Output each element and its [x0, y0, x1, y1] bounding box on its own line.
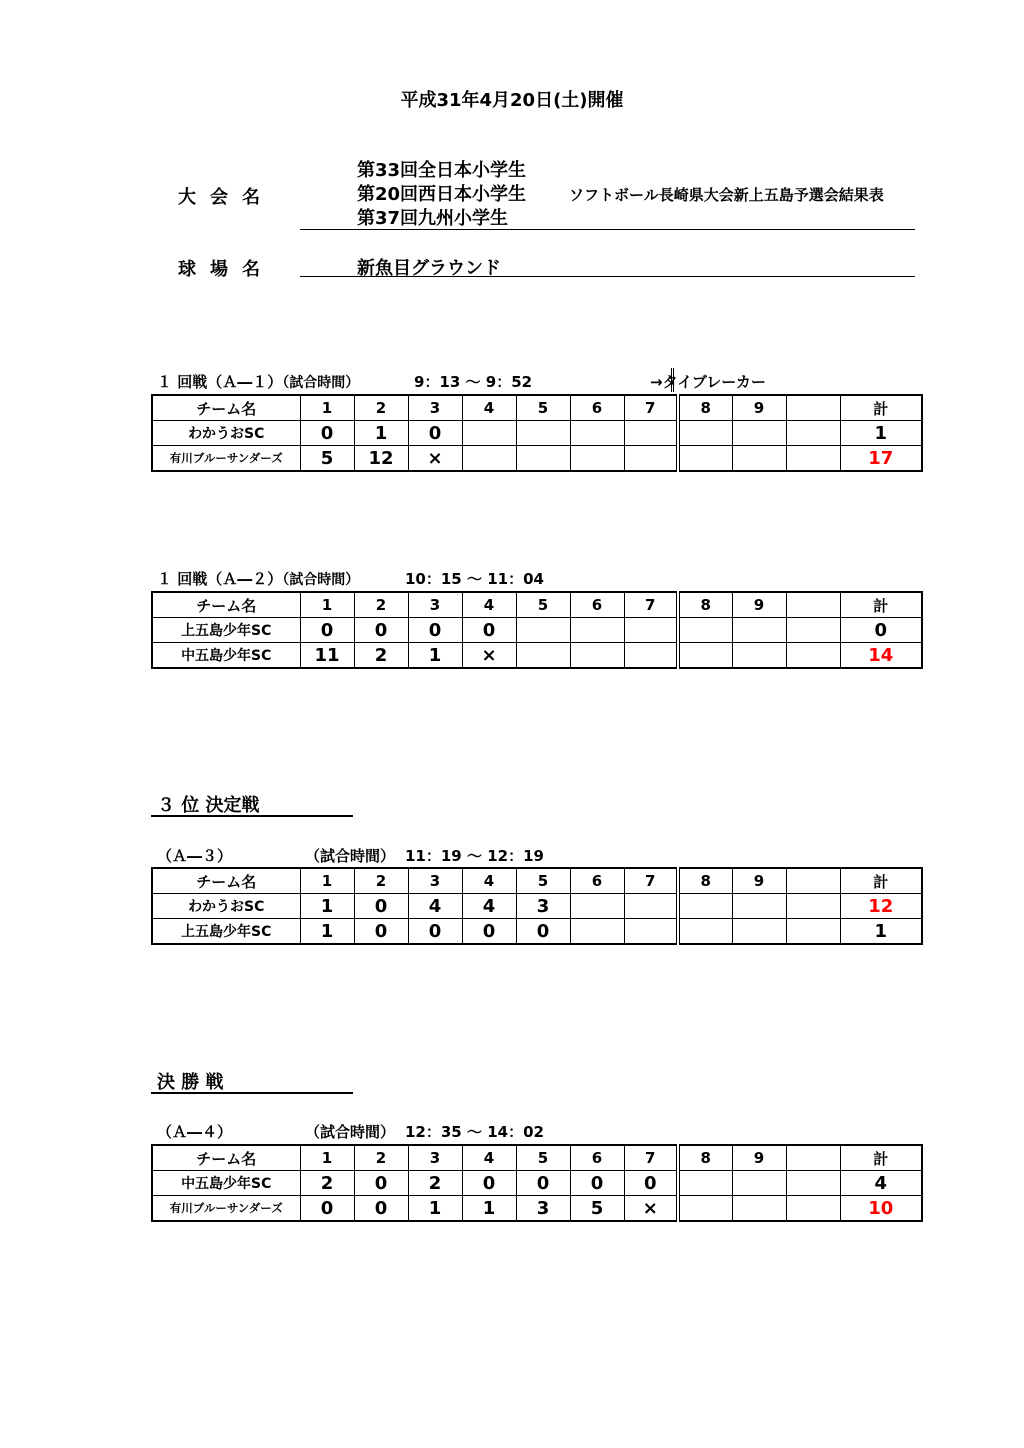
- table-row: [152, 1171, 922, 1196]
- header-total: 計: [840, 592, 922, 618]
- team-total: 4: [840, 1171, 922, 1196]
- inning-score: [570, 618, 624, 643]
- game-1-scoreboard: [151, 394, 923, 472]
- tournament-line-3: 第37回九州小学生: [357, 208, 509, 229]
- header-inning: 4: [462, 395, 516, 421]
- inning-score: [516, 618, 570, 643]
- inning-score: 0: [624, 1171, 678, 1196]
- inning-score: [786, 446, 840, 472]
- game-1-time: 9：13 ～ 9：52: [414, 373, 533, 391]
- game-4-time-label: （試合時間）: [305, 1123, 396, 1141]
- inning-score: 5: [300, 446, 354, 472]
- header-inning: 8: [678, 1145, 732, 1171]
- header-inning: 4: [462, 592, 516, 618]
- header-team: チーム名: [152, 592, 300, 618]
- venue-label: 球場名: [178, 259, 274, 280]
- team-name: わかうおSC: [152, 894, 300, 919]
- table-row: [152, 1196, 922, 1222]
- inning-score: [570, 421, 624, 446]
- table-header-row: [152, 592, 922, 618]
- game-2-time-label: （試合時間）: [282, 572, 360, 588]
- header-inning: 3: [408, 592, 462, 618]
- tournament-line-1: 第33回全日本小学生: [357, 160, 527, 181]
- game-4-time: 12：35 ～ 14：02: [405, 1123, 544, 1141]
- team-name: わかうおSC: [152, 421, 300, 446]
- venue-underline: [300, 276, 915, 277]
- inning-score: 1: [300, 894, 354, 919]
- inning-score: 0: [516, 919, 570, 945]
- header-inning: 9: [732, 1145, 786, 1171]
- game-2-scoreboard: [151, 591, 923, 669]
- inning-score: 3: [516, 1196, 570, 1222]
- header-inning: 6: [570, 592, 624, 618]
- header-inning: 8: [678, 868, 732, 894]
- table-row: [152, 919, 922, 945]
- inning-score: 1: [300, 919, 354, 945]
- inning-score: [786, 618, 840, 643]
- inning-score: [732, 919, 786, 945]
- inning-score: [462, 421, 516, 446]
- header-inning: 7: [624, 1145, 678, 1171]
- game-1-time-label: （試合時間）: [282, 375, 360, 391]
- inning-score: 0: [516, 1171, 570, 1196]
- header-inning: 2: [354, 395, 408, 421]
- header-inning: 7: [624, 395, 678, 421]
- inning-score: [624, 894, 678, 919]
- header-inning: 6: [570, 868, 624, 894]
- team-total: 10: [840, 1196, 922, 1222]
- table-row: [152, 643, 922, 669]
- header-inning: 7: [624, 592, 678, 618]
- game-2-heading: [157, 568, 359, 589]
- inning-score: 4: [462, 894, 516, 919]
- inning-score: [678, 446, 732, 472]
- tournament-subtitle: ソフトボール長崎県大会新上五島予選会結果表: [569, 186, 884, 204]
- header-inning: 9: [732, 592, 786, 618]
- table-row: [152, 894, 922, 919]
- team-total: 17: [840, 446, 922, 472]
- inning-score: [732, 643, 786, 669]
- header-inning: 9: [732, 868, 786, 894]
- header-inning: 3: [408, 868, 462, 894]
- team-name: 有川ブルーサンダーズ: [152, 446, 300, 472]
- tournament-name: [357, 159, 526, 231]
- inning-score: 0: [462, 919, 516, 945]
- team-name: 上五島少年SC: [152, 919, 300, 945]
- inning-score: 4: [408, 894, 462, 919]
- table-header-row: [152, 868, 922, 894]
- inning-score: 2: [354, 643, 408, 669]
- game-1-heading: [157, 371, 359, 392]
- header-inning: 4: [462, 1145, 516, 1171]
- third-place-underline: [151, 815, 353, 817]
- inning-score: 0: [354, 894, 408, 919]
- inning-score: [570, 894, 624, 919]
- final-underline: [151, 1092, 353, 1094]
- inning-score: [786, 421, 840, 446]
- game-1-tiebreak-note: →タイブレーカー: [650, 373, 766, 391]
- event-date: 平成31年4月20日(土)開催: [400, 90, 624, 111]
- game-2-round: １ 回戦（Ａ―２）: [157, 570, 283, 588]
- inning-score: 0: [300, 618, 354, 643]
- header-inning: 8: [678, 592, 732, 618]
- header-inning: 5: [516, 1145, 570, 1171]
- inning-score: 0: [408, 919, 462, 945]
- game-1-round: １ 回戦（Ａ―１）: [157, 373, 283, 391]
- inning-score: [570, 643, 624, 669]
- inning-score: [462, 446, 516, 472]
- tournament-label: 大会名: [178, 187, 274, 208]
- inning-score: 0: [570, 1171, 624, 1196]
- inning-score: [570, 446, 624, 472]
- inning-score: [732, 446, 786, 472]
- inning-score: 0: [354, 919, 408, 945]
- table-row: [152, 618, 922, 643]
- team-name: 有川ブルーサンダーズ: [152, 1196, 300, 1222]
- tournament-line-2: 第20回西日本小学生: [357, 184, 527, 205]
- header-inning: [786, 395, 840, 421]
- team-name: 中五島少年SC: [152, 643, 300, 669]
- table-row: [152, 421, 922, 446]
- header-inning: 1: [300, 868, 354, 894]
- inning-score: 2: [408, 1171, 462, 1196]
- game-3-round: （Ａ―３）: [157, 847, 233, 865]
- header-inning: 2: [354, 1145, 408, 1171]
- inning-score: [570, 919, 624, 945]
- inning-score: 1: [462, 1196, 516, 1222]
- header-inning: [786, 1145, 840, 1171]
- inning-score: 0: [354, 618, 408, 643]
- inning-score: [516, 643, 570, 669]
- inning-score: 0: [462, 1171, 516, 1196]
- inning-score: [624, 421, 678, 446]
- inning-score: [732, 421, 786, 446]
- header-inning: 6: [570, 1145, 624, 1171]
- inning-score: [624, 643, 678, 669]
- header-inning: 2: [354, 592, 408, 618]
- table-header-row: [152, 395, 922, 421]
- final-title: 決 勝 戦: [157, 1072, 224, 1093]
- team-total: 1: [840, 421, 922, 446]
- header-inning: 1: [300, 395, 354, 421]
- third-place-title: ３ 位 決定戦: [157, 795, 260, 816]
- team-total: 0: [840, 618, 922, 643]
- table-header-row: [152, 1145, 922, 1171]
- header-inning: 1: [300, 1145, 354, 1171]
- inning-score: [624, 919, 678, 945]
- header-team: チーム名: [152, 1145, 300, 1171]
- game-2-time: 10：15 ～ 11：04: [405, 570, 544, 588]
- inning-score: [678, 643, 732, 669]
- inning-score: [678, 1196, 732, 1222]
- header-inning: 6: [570, 395, 624, 421]
- inning-score: [786, 919, 840, 945]
- header-inning: 3: [408, 395, 462, 421]
- header-inning: 2: [354, 868, 408, 894]
- inning-score: 0: [408, 618, 462, 643]
- game-3-time-label: （試合時間）: [305, 847, 396, 865]
- header-inning: 3: [408, 1145, 462, 1171]
- inning-score: [516, 446, 570, 472]
- inning-score: 0: [300, 421, 354, 446]
- inning-score: [624, 446, 678, 472]
- header-total: 計: [840, 1145, 922, 1171]
- header-total: 計: [840, 395, 922, 421]
- header-inning: 5: [516, 395, 570, 421]
- game-4-round: （Ａ―４）: [157, 1123, 233, 1141]
- inning-score: [678, 894, 732, 919]
- header-inning: 1: [300, 592, 354, 618]
- inning-score: 3: [516, 894, 570, 919]
- header-inning: [786, 592, 840, 618]
- game-3-time: 11：19 ～ 12：19: [405, 847, 544, 865]
- inning-score: [786, 643, 840, 669]
- inning-score: [516, 421, 570, 446]
- header-total: 計: [840, 868, 922, 894]
- inning-score: [732, 1171, 786, 1196]
- inning-score: 0: [408, 421, 462, 446]
- game-3-scoreboard: [151, 867, 923, 945]
- inning-score: [678, 421, 732, 446]
- inning-score: [786, 1196, 840, 1222]
- tournament-underline: [300, 229, 915, 230]
- team-total: 12: [840, 894, 922, 919]
- inning-score: 0: [462, 618, 516, 643]
- inning-score: 0: [354, 1196, 408, 1222]
- inning-score: ×: [462, 643, 516, 669]
- team-total: 14: [840, 643, 922, 669]
- header-team: チーム名: [152, 868, 300, 894]
- inning-score: [678, 919, 732, 945]
- inning-score: 1: [408, 1196, 462, 1222]
- inning-score: [732, 1196, 786, 1222]
- inning-score: 1: [354, 421, 408, 446]
- game-4-scoreboard: [151, 1144, 923, 1222]
- inning-score: [678, 618, 732, 643]
- inning-score: [786, 1171, 840, 1196]
- team-name: 上五島少年SC: [152, 618, 300, 643]
- header-inning: [786, 868, 840, 894]
- inning-score: ×: [408, 446, 462, 472]
- inning-score: 12: [354, 446, 408, 472]
- header-inning: 4: [462, 868, 516, 894]
- inning-score: 11: [300, 643, 354, 669]
- header-inning: 5: [516, 592, 570, 618]
- inning-score: [732, 894, 786, 919]
- inning-score: [678, 1171, 732, 1196]
- inning-score: 5: [570, 1196, 624, 1222]
- header-team: チーム名: [152, 395, 300, 421]
- tiebreak-marker-line: [671, 368, 674, 392]
- team-total: 1: [840, 919, 922, 945]
- inning-score: 1: [408, 643, 462, 669]
- inning-score: 2: [300, 1171, 354, 1196]
- team-name: 中五島少年SC: [152, 1171, 300, 1196]
- inning-score: [624, 618, 678, 643]
- header-inning: 5: [516, 868, 570, 894]
- table-row: [152, 446, 922, 472]
- venue-name: 新魚目グラウンド: [357, 258, 501, 279]
- inning-score: 0: [300, 1196, 354, 1222]
- inning-score: [786, 894, 840, 919]
- header-inning: 9: [732, 395, 786, 421]
- inning-score: [732, 618, 786, 643]
- inning-score: 0: [354, 1171, 408, 1196]
- header-inning: 8: [678, 395, 732, 421]
- header-inning: 7: [624, 868, 678, 894]
- inning-score: ×: [624, 1196, 678, 1222]
